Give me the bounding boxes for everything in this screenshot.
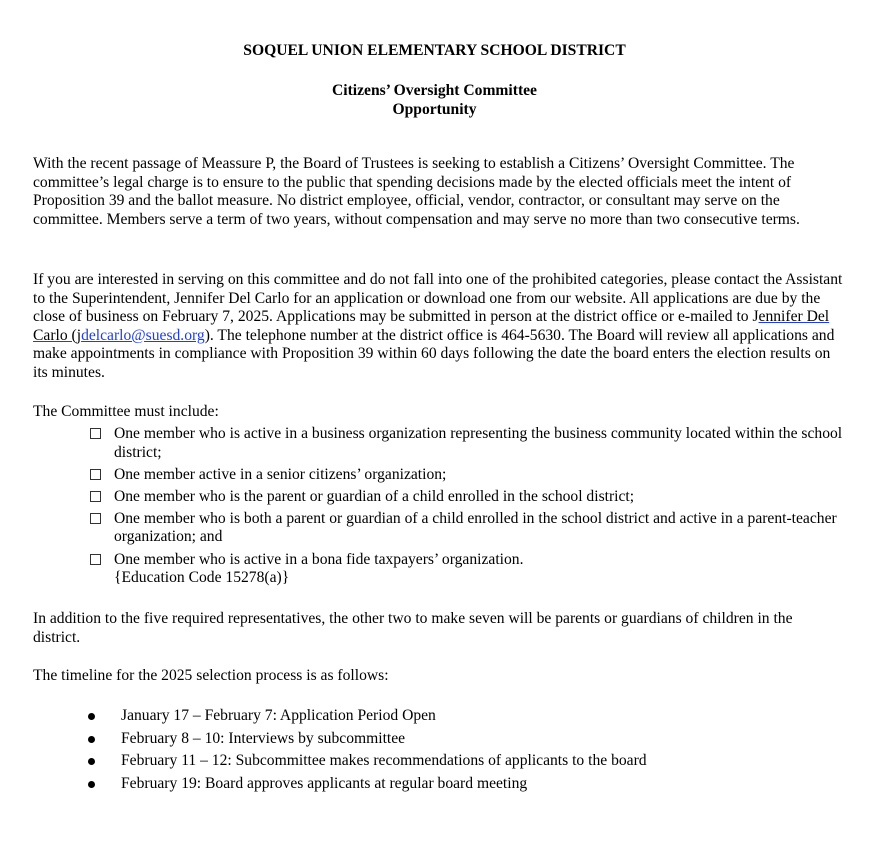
checkbox-icon: [90, 469, 101, 480]
bullet-icon: [88, 736, 95, 743]
requirements-intro: The Committee must include:: [33, 403, 219, 420]
checkbox-icon: [90, 513, 101, 524]
bullet-icon: [88, 713, 95, 720]
checkbox-icon: [90, 428, 101, 439]
requirement-text: One member who is the parent or guardian of a child enrolled in the school district;: [114, 487, 635, 505]
timeline-item: [88, 752, 647, 775]
timeline-list: [88, 707, 647, 797]
timeline-intro: The timeline for the 2025 selection process is as follows:: [33, 667, 389, 684]
subtitle-line-1: Citizens’ Oversight Committee: [332, 82, 537, 99]
district-title: SOQUEL UNION ELEMENTARY SCHOOL DISTRICT: [243, 42, 626, 59]
application-text-end: ). The telephone number at the district office is 464-5630. The Board will review all applications and make appointments in compliance with Proposition 39 within 60 days following the date the board enters the election results on its minutes.: [33, 326, 835, 381]
subtitle-line-2: Opportunity: [392, 101, 477, 118]
additional-members-paragraph: In addition to the five required representatives, the other two to make seven will be parents or guardians of children in the district.: [33, 610, 793, 646]
requirement-item: [89, 466, 849, 485]
timeline-text: January 17 – February 7: Application Period Open: [121, 707, 436, 724]
timeline-item: [88, 775, 647, 798]
intro-paragraph: With the recent passage of Meassure P, the Board of Trustees is seeking to establish a Citizens’ Oversight Committee. The committee’s legal charge is to ensure to the public that spending decisions made by the elected officials meet the intent of Proposition 39 and the ballot measure. No district employee, official, vendor, contractor, or consultant may serve on the committee. Members serve a term of two years, without compensation and may serve no more than two consecutive terms.: [33, 155, 800, 228]
document-subtitle: [0, 81, 869, 119]
timeline-text: February 8 – 10: Interviews by subcommittee: [121, 729, 406, 747]
requirement-text: One member who is active in a business organization representing the business community located within the school district;: [114, 425, 843, 461]
requirement-text: One member active in a senior citizens’ organization;: [114, 465, 447, 483]
requirement-text: One member who is both a parent or guardian of a child enrolled in the school district and active in a parent-teacher organization; and: [114, 509, 837, 546]
bullet-icon: [88, 781, 95, 788]
application-text: If you are interested in serving on this committee and do not fall into one of the prohibited categories, please contact the Assistant to the Superintendent, Jennifer Del Carlo for an application or download one from our website. All applications are due by the close of business on February 7, 2025. Applications may be submitted in person at the district office or e-mailed to J: [33, 271, 843, 326]
application-paragraph: [33, 271, 843, 383]
timeline-text: February 11 – 12: Subcommittee makes recommendations of applicants to the board: [121, 752, 647, 769]
bullet-icon: [88, 758, 95, 765]
requirement-text: One member who is active in a bona fide taxpayers’ organization.: [114, 550, 524, 568]
checkbox-icon: [90, 491, 101, 502]
contact-email-text: delcarlo@suesd.org: [81, 326, 205, 344]
timeline-text: February 19: Board approves applicants at regular board meeting: [121, 774, 528, 792]
timeline-item: [88, 730, 647, 753]
requirement-item: [89, 510, 849, 547]
education-code-citation: {Education Code 15278(a)}: [114, 569, 290, 587]
requirement-item: [89, 551, 849, 588]
checkbox-icon: [90, 554, 101, 565]
timeline-item: [88, 707, 647, 730]
requirement-item: [89, 425, 849, 462]
contact-name-text: ennifer Del Carlo (j: [33, 308, 830, 344]
requirement-item: [89, 488, 849, 507]
requirements-list: [89, 425, 849, 591]
